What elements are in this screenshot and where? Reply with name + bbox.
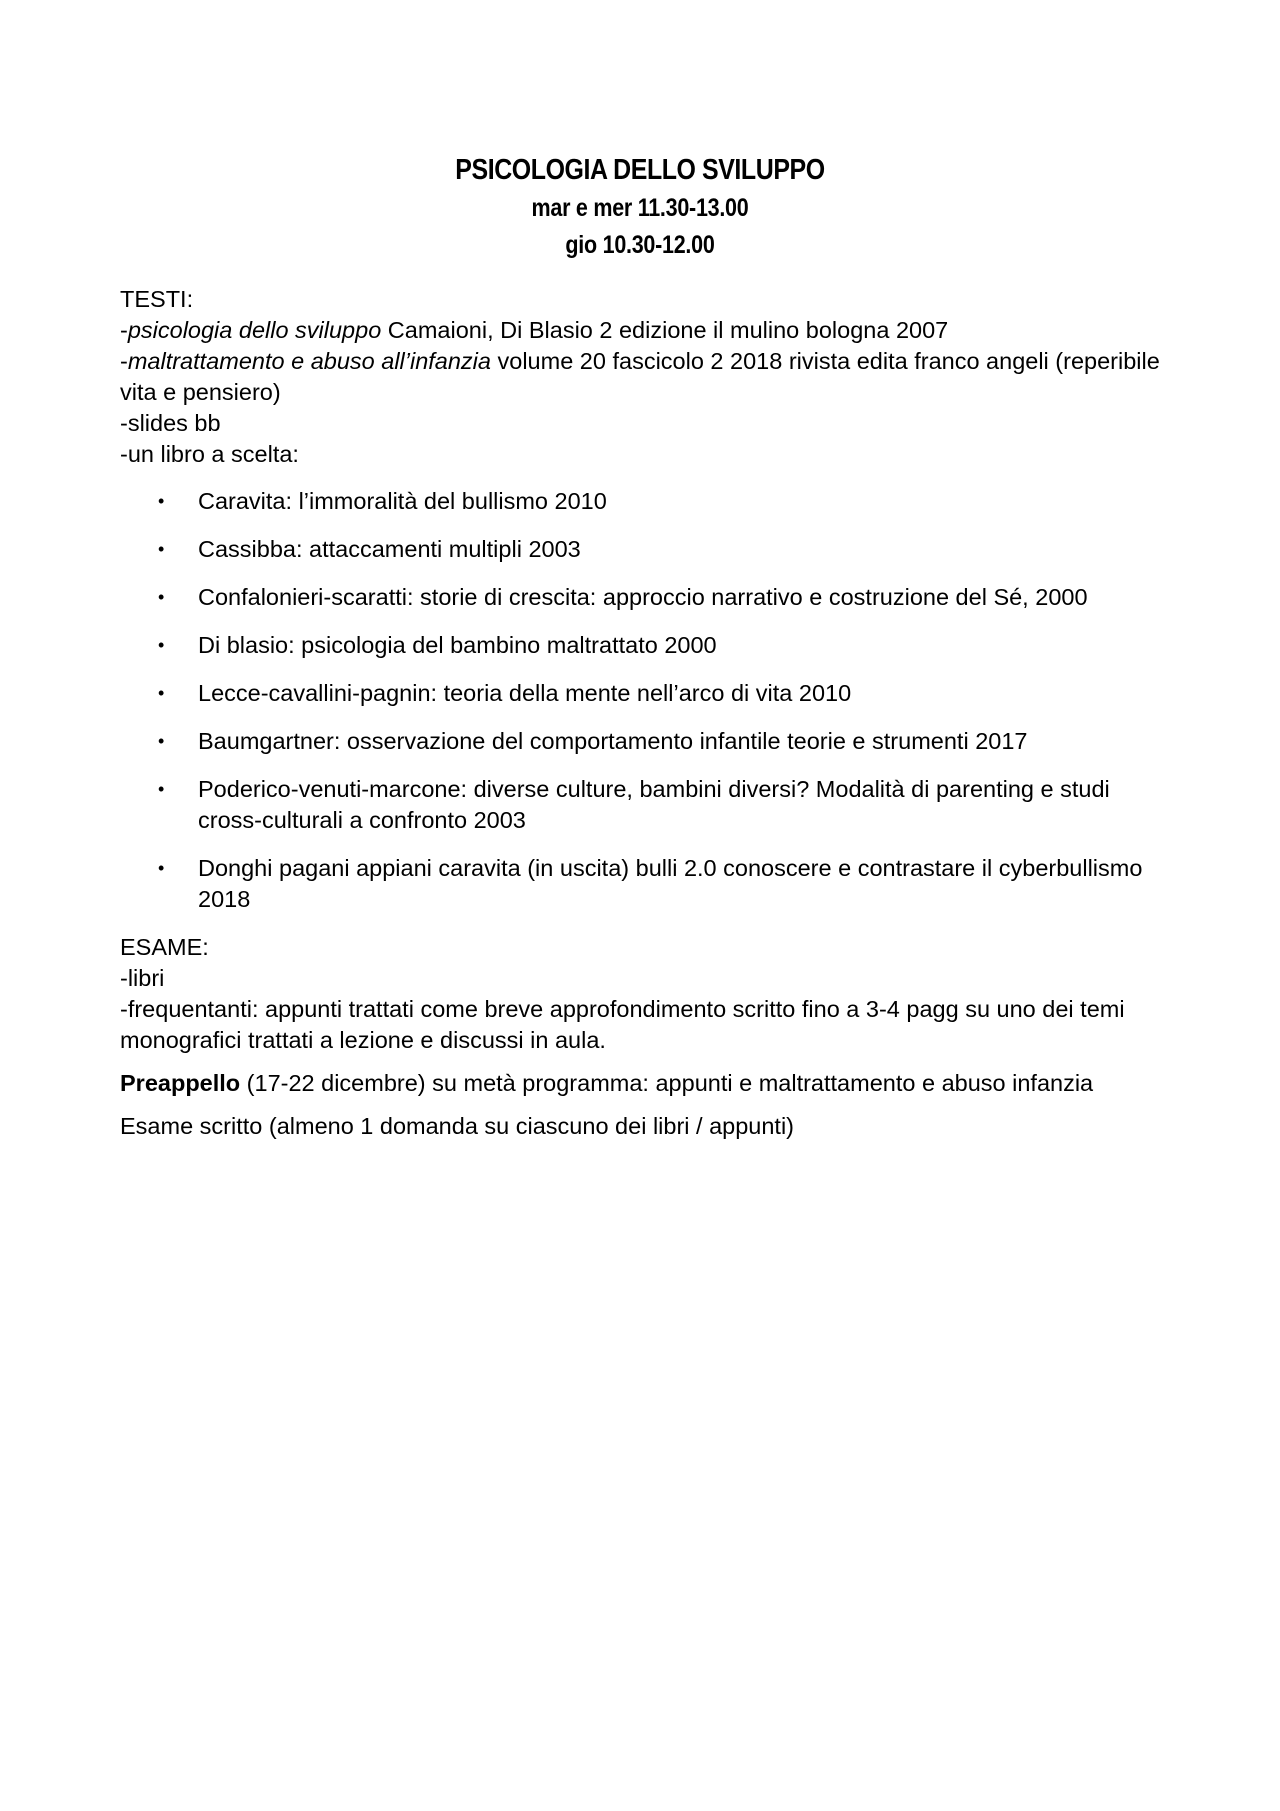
book-entry: Caravita: l’immoralità del bullismo 2010 <box>198 488 607 514</box>
testi-line-4: -un libro a scelta: <box>120 441 299 467</box>
bullet-icon: • <box>158 635 165 655</box>
list-item <box>120 774 1160 836</box>
esame-heading: ESAME: <box>120 934 209 960</box>
testi-line-1 <box>120 315 1160 346</box>
book-entry: Cassibba: attaccamenti multipli 2003 <box>198 536 581 562</box>
list-item <box>120 726 1160 757</box>
esame-scritto: Esame scritto (almeno 1 domanda su ciascuno dei libri / appunti) <box>120 1113 795 1139</box>
list-item <box>120 853 1160 915</box>
testi-line-1-title: psicologia dello sviluppo <box>127 317 382 343</box>
book-entry: Donghi pagani appiani caravita (in uscita) bulli 2.0 conoscere e contrastare il cyberbullismo 2018 <box>198 855 1143 912</box>
schedule-line-1: mar e mer 11.30-13.00 <box>531 194 749 222</box>
testi-line-1-rest: Camaioni, Di Blasio 2 edizione il mulino bologna 2007 <box>381 317 949 343</box>
bullet-icon: • <box>158 683 165 703</box>
list-item <box>120 678 1160 709</box>
list-item <box>120 486 1160 517</box>
schedule-line-2: gio 10.30-12.00 <box>565 231 715 259</box>
book-entry: Confalonieri-scaratti: storie di crescita: approccio narrativo e costruzione del Sé, 2000 <box>198 584 1088 610</box>
testi-line-1-prefix: - <box>120 317 128 343</box>
testi-line-2-title: maltrattamento e abuso all’infanzia <box>127 348 491 374</box>
bullet-icon: • <box>158 491 165 511</box>
book-entry: Lecce-cavallini-pagnin: teoria della mente nell’arco di vita 2010 <box>198 680 852 706</box>
list-item <box>120 582 1160 613</box>
bullet-icon: • <box>158 731 165 751</box>
document-body <box>120 284 1160 1142</box>
bullet-icon: • <box>158 539 165 559</box>
book-entry: Baumgartner: osservazione del comportamento infantile teorie e strumenti 2017 <box>198 728 1028 754</box>
book-entry: Di blasio: psicologia del bambino maltrattato 2000 <box>198 632 717 658</box>
preappello-text: (17-22 dicembre) su metà programma: appunti e maltrattamento e abuso infanzia <box>240 1070 1094 1096</box>
document-header <box>0 150 1280 264</box>
testi-line-2-rest: volume 20 fascicolo 2 2018 rivista edita franco angeli (reperibile vita e pensiero) <box>120 348 1160 405</box>
list-item <box>120 630 1160 661</box>
testi-line-2 <box>120 346 1160 408</box>
book-entry: Poderico-venuti-marcone: diverse culture, bambini diversi? Modalità di parenting e studi cross-culturali a confronto 2003 <box>198 776 1110 833</box>
preappello-paragraph <box>120 1068 1160 1099</box>
testi-line-2-prefix: - <box>120 348 128 374</box>
book-list <box>120 486 1160 915</box>
esame-line-2: -frequentanti: appunti trattati come breve approfondimento scritto fino a 3-4 pagg su uno dei temi monografici trattati a lezione e discussi in aula. <box>120 996 1125 1053</box>
bullet-icon: • <box>158 587 165 607</box>
bullet-icon: • <box>158 779 165 799</box>
preappello-label: Preappello <box>120 1070 241 1096</box>
esame-line-1: -libri <box>120 965 165 991</box>
testi-heading: TESTI: <box>120 286 194 312</box>
list-item <box>120 534 1160 565</box>
bullet-icon: • <box>158 858 165 878</box>
document-title: PSICOLOGIA DELLO SVILUPPO <box>455 154 825 186</box>
testi-line-3: -slides bb <box>120 410 221 436</box>
